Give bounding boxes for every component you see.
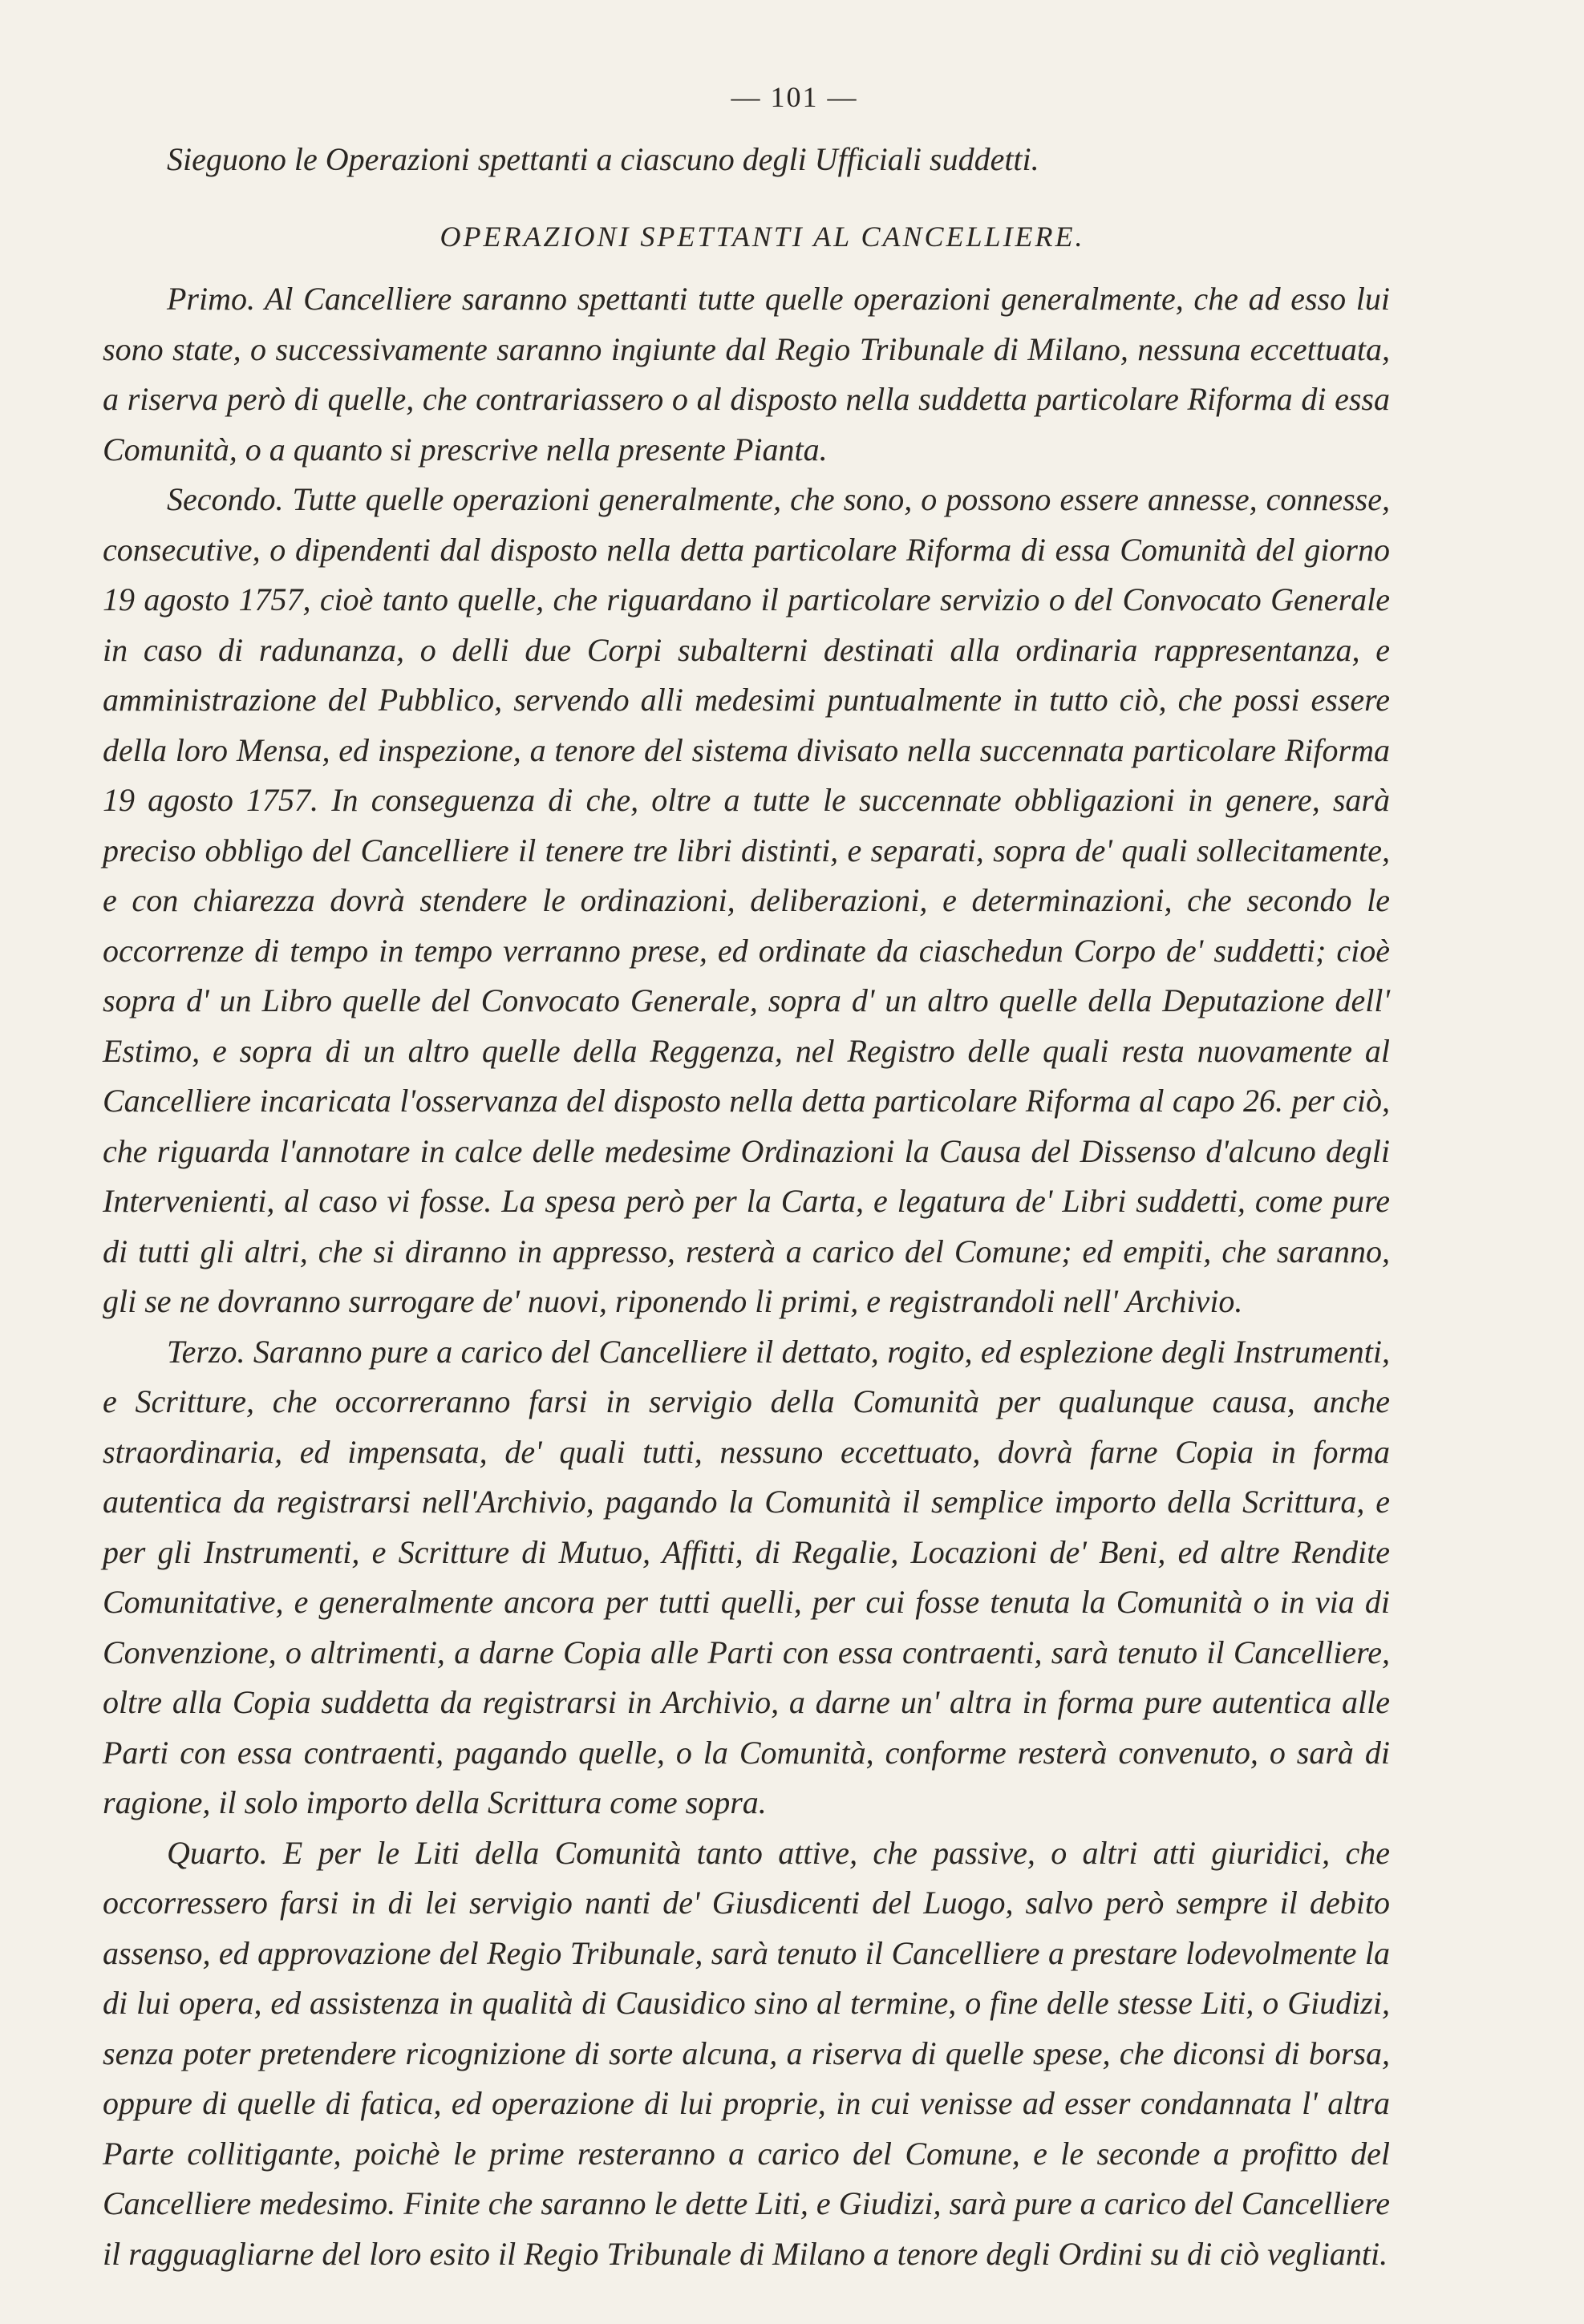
- page: [103, 80, 1390, 2279]
- paragraph-terzo: Terzo. Saranno pure a carico del Cancelliere il dettato, rogito, ed esplezione degli Instrumenti, e Scritture, che occorreranno farsi in servigio della Comunità per qualunque causa, anche straordinaria, ed impensata, de' quali tutti, nessuno eccettuato, dovrà farne Copia in forma autentica da registrarsi nell'Archivio, pagando la Comunità il semplice importo della Scrittura, e per gli Instrumenti, e Scritture di Mutuo, Affitti, di Regalie, Locazioni de' Beni, ed altre Rendite Comunitative, e generalmente ancora per tutti quelli, per cui fosse tenuta la Comunità o in via di Convenzione, o altrimenti, a darne Copia alle Parti con essa contraenti, sarà tenuto il Cancelliere, oltre alla Copia suddetta da registrarsi in Archivio, a darne un' altra in forma pure autentica alle Parti con essa contraenti, pagando quelle, o la Comunità, conforme resterà convenuto, o sarà di ragione, il solo importo della Scrittura come sopra.: [103, 1333, 1390, 1820]
- section-heading: OPERAZIONI SPETTANTI AL CANCELLIERE.: [440, 221, 1085, 253]
- paragraph-secondo: Secondo. Tutte quelle operazioni generalmente, che sono, o possono essere annesse, connesse, consecutive, o dipendenti dal disposto nella detta particolare Riforma di essa Comunità del giorno 19 agosto 1757, cioè tanto quelle, che riguardano il particolare servizio o del Convocato Generale in caso di radunanza, o delli due Corpi subalterni destinati alla ordinaria rappresentanza, e amministrazione del Pubblico, servendo alli medesimi puntualmente in tutto ciò, che possi essere della loro Mensa, ed inspezione, a tenore del sistema divisato nella succennata particolare Riforma 19 agosto 1757. In conseguenza di che, oltre a tutte le succennate obbligazioni in genere, sarà preciso obbligo del Cancelliere il tenere tre libri distinti, e separati, sopra de' quali sollecitamente, e con chiarezza dovrà stendere le ordinazioni, deliberazioni, e determinazioni, che secondo le occorrenze di tempo in tempo verranno prese, ed ordinate da ciaschedun Corpo de' suddetti; cioè sopra d' un Libro quelle del Convocato Generale, sopra d' un altro quelle della Deputazione dell' Estimo, e sopra di un altro quelle della Reggenza, nel Registro delle quali resta nuovamente al Cancelliere incaricata l'osservanza del disposto nella detta particolare Riforma al capo 26. per ciò, che riguarda l'annotare in calce delle medesime Ordinazioni la Causa del Dissenso d'alcuno degli Intervenienti, al caso vi fosse. La spesa però per la Carta, e legatura de' Libri suddetti, come pure di tutti gli altri, che si diranno in appresso, resterà a carico del Comune; ed empiti, che saranno, gli se ne dovranno surrogare de' nuovi, riponendo li primi, e registrandoli nell' Archivio.: [103, 481, 1390, 1319]
- page-number: — 101 —: [731, 81, 858, 113]
- paragraph-quarto: Quarto. E per le Liti della Comunità tanto attive, che passive, o altri atti giuridici, che occorressero farsi in di lei servigio nanti de' Giusdicenti del Luogo, salvo però sempre il debito assenso, ed approvazione del Regio Tribunale, sarà tenuto il Cancelliere a prestare lodevolmente la di lui opera, ed assistenza in qualità di Causidico sino al termine, o fine delle stesse Liti, o Giudizi, senza poter pretendere ricognizione di sorte alcuna, a riserva di quelle spese, che diconsi di borsa, oppure di quelle di fatica, ed operazione di lui proprie, in cui venisse ad esser condannata l' altra Parte collitigante, poichè le prime resteranno a carico del Comune, e le seconde a profitto del Cancelliere medesimo. Finite che saranno le dette Liti, e Giudizi, sarà pure a carico del Cancelliere il ragguagliarne del loro esito il Regio Tribunale di Milano a tenore degli Ordini su di ciò veglianti.: [103, 1834, 1390, 2272]
- intro-line: Sieguono le Operazioni spettanti a ciascuno degli Ufficiali suddetti.: [167, 141, 1039, 177]
- paragraph-primo: Primo. Al Cancelliere saranno spettanti tutte quelle operazioni generalmente, che ad esso lui sono state, o successivamente saranno ingiunte dal Regio Tribunale di Milano, nessuna eccettuata, a riserva però di quelle, che contrariassero o al disposto nella suddetta particolare Riforma di essa Comunità, o a quanto si prescrive nella presente Pianta.: [103, 281, 1390, 468]
